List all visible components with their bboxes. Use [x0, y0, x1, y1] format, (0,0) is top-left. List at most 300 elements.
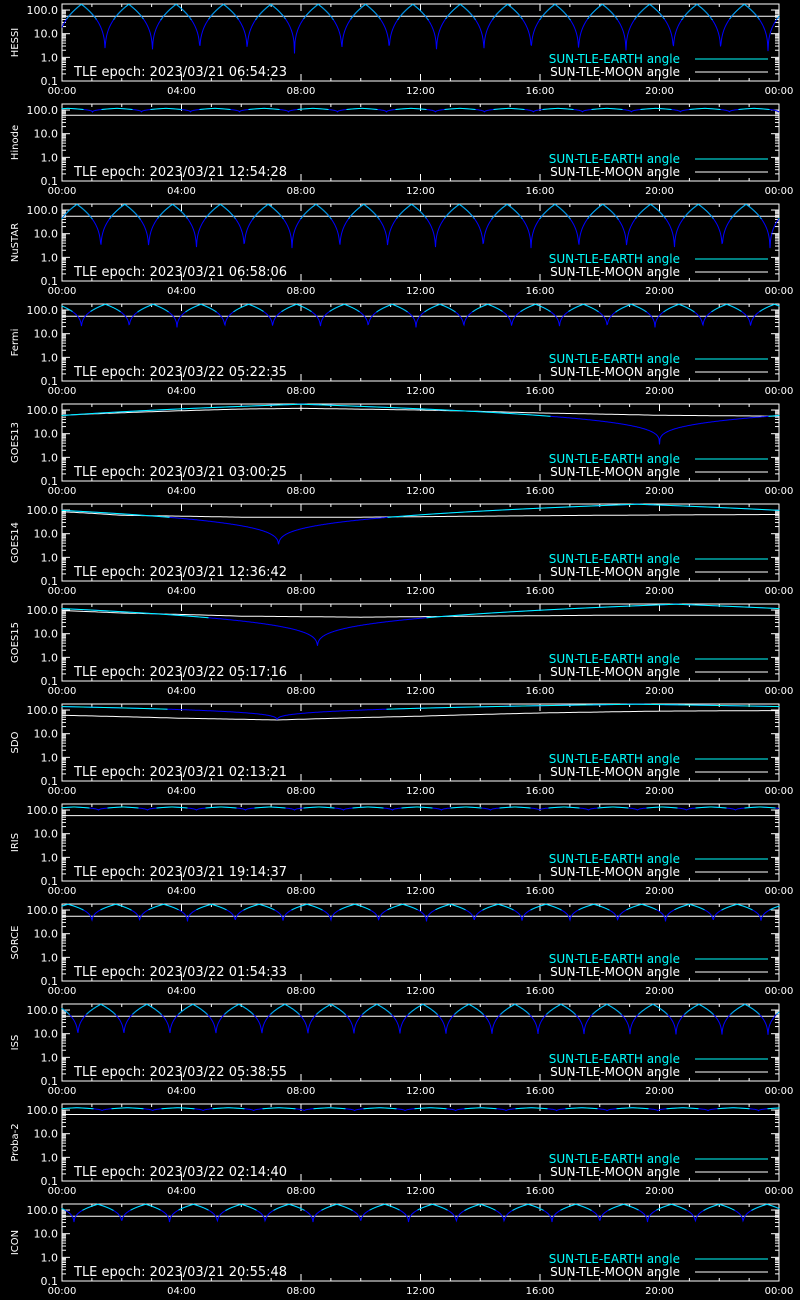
earth-angle-point: [614, 108, 615, 109]
earth-angle-point: [748, 508, 749, 509]
earth-angle-point: [389, 305, 390, 306]
earth-angle-point: [75, 108, 76, 109]
earth-angle-point: [295, 304, 296, 305]
earth-angle-point: [282, 14, 283, 15]
earth-angle-point: [643, 109, 644, 110]
earth-angle-point: [300, 404, 301, 405]
earth-angle-point: [203, 109, 204, 110]
x-tick-label: 04:00: [167, 486, 196, 497]
earth-angle-point: [720, 109, 721, 110]
earth-angle-point: [200, 617, 201, 618]
earth-angle-point: [439, 513, 440, 514]
earth-angle-point: [344, 405, 345, 406]
earth-angle-point: [336, 405, 337, 406]
earth-angle-point: [146, 410, 147, 411]
earth-angle-point: [625, 306, 626, 307]
earth-angle-point: [381, 309, 382, 310]
earth-angle-point: [580, 506, 581, 507]
earth-angle-point: [689, 506, 690, 507]
earth-angle-point: [109, 807, 110, 808]
earth-angle-point: [266, 8, 267, 9]
earth-angle-point: [518, 213, 519, 214]
earth-angle-point: [635, 704, 636, 705]
earth-angle-point: [402, 308, 403, 309]
earth-angle-point: [172, 409, 173, 410]
earth-angle-point: [84, 414, 85, 415]
earth-angle-point: [479, 511, 480, 512]
earth-angle-point: [206, 217, 207, 218]
earth-angle-point: [551, 108, 552, 109]
earth-angle-point: [461, 205, 462, 206]
earth-angle-point: [434, 513, 435, 514]
earth-angle-point: [339, 306, 340, 307]
earth-angle-point: [316, 5, 317, 6]
earth-angle-point: [626, 504, 627, 505]
earth-angle-point: [496, 307, 497, 308]
earth-angle-point: [771, 305, 772, 306]
earth-angle-point: [754, 210, 755, 211]
earth-angle-point: [628, 606, 629, 607]
earth-angle-point: [706, 108, 707, 109]
earth-angle-point: [388, 709, 389, 710]
earth-angle-point: [169, 10, 170, 11]
earth-angle-point: [617, 109, 618, 110]
earth-angle-point: [356, 309, 357, 310]
earth-angle-point: [164, 409, 165, 410]
legend-earth-label: SUN-TLE-EARTH angle: [548, 752, 680, 766]
earth-angle-point: [574, 608, 575, 609]
earth-angle-point: [677, 505, 678, 506]
earth-angle-point: [559, 705, 560, 706]
earth-angle-point: [441, 409, 442, 410]
earth-angle-point: [214, 108, 215, 109]
earth-angle-point: [445, 616, 446, 617]
earth-angle-point: [141, 515, 142, 516]
earth-angle-point: [439, 304, 440, 305]
earth-angle-point: [704, 506, 705, 507]
earth-angle-point: [420, 10, 421, 11]
earth-angle-point: [458, 410, 459, 411]
earth-angle-point: [314, 205, 315, 206]
earth-angle-point: [371, 8, 372, 9]
earth-angle-point: [413, 108, 414, 109]
earth-angle-point: [258, 16, 259, 17]
y-tick-label: 0.1: [40, 875, 58, 888]
earth-angle-point: [396, 109, 397, 110]
earth-angle-point: [370, 406, 371, 407]
earth-angle-point: [113, 108, 114, 109]
earth-angle-point: [429, 409, 430, 410]
earth-angle-point: [756, 706, 757, 707]
earth-angle-point: [332, 405, 333, 406]
earth-angle-point: [421, 11, 422, 12]
earth-angle-point: [613, 108, 614, 109]
earth-angle-point: [523, 508, 524, 509]
earth-angle-point: [573, 608, 574, 609]
earth-angle-point: [631, 606, 632, 607]
earth-angle-point: [441, 707, 442, 708]
earth-angle-point: [318, 404, 319, 405]
earth-angle-point: [757, 509, 758, 510]
earth-angle-point: [434, 409, 435, 410]
earth-angle-point: [437, 616, 438, 617]
earth-angle-point: [492, 612, 493, 613]
earth-angle-point: [535, 705, 536, 706]
earth-angle-point: [397, 708, 398, 709]
earth-angle-point: [535, 508, 536, 509]
earth-angle-point: [649, 4, 650, 5]
earth-angle-point: [396, 708, 397, 709]
earth-angle-point: [754, 607, 755, 608]
earth-angle-point: [197, 408, 198, 409]
earth-angle-point: [682, 704, 683, 705]
earth-angle-point: [305, 404, 306, 405]
earth-angle-point: [209, 214, 210, 215]
earth-angle-point: [738, 705, 739, 706]
earth-angle-point: [576, 608, 577, 609]
earth-angle-point: [395, 708, 396, 709]
earth-angle-point: [135, 411, 136, 412]
earth-angle-point: [481, 613, 482, 614]
earth-angle-point: [222, 205, 223, 206]
earth-angle-point: [437, 513, 438, 514]
earth-angle-point: [696, 108, 697, 109]
earth-angle-point: [510, 108, 511, 109]
earth-angle-point: [86, 511, 87, 512]
earth-angle-point: [414, 708, 415, 709]
earth-angle-point: [582, 608, 583, 609]
earth-angle-point: [408, 8, 409, 9]
earth-angle-point: [131, 109, 132, 110]
earth-angle-point: [452, 512, 453, 513]
earth-angle-point: [87, 609, 88, 610]
y-tick-label: 0.1: [40, 75, 58, 88]
earth-angle-point: [513, 8, 514, 9]
earth-angle-point: [406, 208, 407, 209]
earth-angle-point: [345, 405, 346, 406]
earth-angle-point: [314, 7, 315, 8]
earth-angle-point: [69, 807, 70, 808]
earth-angle-point: [768, 608, 769, 609]
earth-angle-point: [121, 10, 122, 11]
earth-angle-point: [248, 406, 249, 407]
earth-angle-point: [362, 205, 363, 206]
earth-angle-point: [420, 514, 421, 515]
earth-angle-point: [84, 209, 85, 210]
earth-angle-point: [340, 305, 341, 306]
earth-angle-point: [588, 607, 589, 608]
earth-angle-point: [75, 609, 76, 610]
x-tick-label: 04:00: [167, 286, 196, 297]
earth-angle-point: [354, 108, 355, 109]
earth-angle-point: [673, 604, 674, 605]
earth-angle-point: [618, 310, 619, 311]
earth-angle-point: [598, 207, 599, 208]
earth-angle-point: [411, 515, 412, 516]
earth-angle-point: [757, 16, 758, 17]
earth-angle-point: [700, 506, 701, 507]
earth-angle-point: [579, 506, 580, 507]
earth-angle-point: [545, 308, 546, 309]
earth-angle-point: [607, 207, 608, 208]
earth-angle-point: [370, 108, 371, 109]
earth-angle-point: [645, 8, 646, 9]
earth-angle-point: [262, 310, 263, 311]
earth-angle-point: [654, 7, 655, 8]
earth-angle-point: [512, 413, 513, 414]
earth-angle-point: [653, 704, 654, 705]
earth-angle-point: [690, 705, 691, 706]
earth-angle-point: [494, 510, 495, 511]
earth-angle-point: [289, 307, 290, 308]
earth-angle-point: [398, 19, 399, 20]
earth-angle-point: [457, 6, 458, 7]
earth-angle-point: [468, 614, 469, 615]
earth-angle-point: [474, 310, 475, 311]
earth-angle-point: [137, 708, 138, 709]
earth-angle-point: [733, 14, 734, 15]
earth-angle-point: [766, 607, 767, 608]
earth-angle-point: [261, 108, 262, 109]
earth-angle-point: [62, 510, 63, 511]
earth-angle-point: [69, 108, 70, 109]
earth-angle-point: [618, 218, 619, 219]
earth-angle-point: [329, 14, 330, 15]
earth-angle-point: [753, 11, 754, 12]
earth-angle-point: [306, 308, 307, 309]
earth-angle-point: [738, 309, 739, 310]
earth-angle-point: [69, 415, 70, 416]
x-tick-label: 00:00: [764, 286, 794, 297]
earth-angle-point: [407, 207, 408, 208]
earth-angle-point: [324, 9, 325, 10]
earth-angle-point: [688, 213, 689, 214]
earth-angle-point: [174, 205, 175, 206]
earth-angle-point: [87, 511, 88, 512]
earth-angle-point: [312, 404, 313, 405]
earth-angle-point: [400, 16, 401, 17]
earth-angle-point: [771, 416, 772, 417]
earth-angle-point: [526, 508, 527, 509]
earth-angle-point: [348, 109, 349, 110]
earth-angle-point: [423, 408, 424, 409]
earth-angle-point: [631, 504, 632, 505]
x-tick-label: 20:00: [645, 486, 674, 497]
earth-angle-point: [72, 311, 73, 312]
earth-angle-point: [186, 408, 187, 409]
earth-angle-point: [485, 706, 486, 707]
earth-angle-point: [491, 510, 492, 511]
earth-angle-point: [163, 212, 164, 213]
earth-angle-point: [172, 204, 173, 205]
earth-angle-point: [507, 204, 508, 205]
earth-angle-point: [282, 311, 283, 312]
earth-angle-point: [548, 310, 549, 311]
y-tick-label: 100.0: [26, 204, 58, 218]
earth-angle-point: [727, 606, 728, 607]
earth-angle-point: [699, 108, 700, 109]
earth-angle-point: [214, 310, 215, 311]
earth-angle-point: [697, 108, 698, 109]
earth-angle-point: [513, 208, 514, 209]
earth-angle-point: [414, 408, 415, 409]
earth-angle-point: [73, 706, 74, 707]
earth-angle-point: [640, 504, 641, 505]
earth-angle-point: [415, 708, 416, 709]
earth-angle-point: [673, 505, 674, 506]
earth-angle-point: [681, 604, 682, 605]
earth-angle-point: [539, 705, 540, 706]
earth-angle-point: [87, 212, 88, 213]
earth-angle-point: [417, 515, 418, 516]
earth-angle-point: [416, 108, 417, 109]
earth-angle-point: [561, 108, 562, 109]
earth-angle-point: [682, 19, 683, 20]
earth-angle-point: [767, 608, 768, 609]
earth-angle-point: [86, 609, 87, 610]
earth-angle-point: [353, 16, 354, 17]
earth-angle-point: [669, 704, 670, 705]
earth-angle-point: [440, 409, 441, 410]
earth-angle-point: [189, 309, 190, 310]
earth-angle-point: [412, 708, 413, 709]
earth-angle-point: [94, 309, 95, 310]
earth-angle-point: [473, 614, 474, 615]
earth-angle-point: [592, 307, 593, 308]
earth-angle-point: [716, 605, 717, 606]
earth-angle-point: [275, 7, 276, 8]
earth-angle-point: [325, 211, 326, 212]
earth-angle-point: [572, 506, 573, 507]
earth-angle-point: [634, 305, 635, 306]
earth-angle-point: [104, 109, 105, 110]
earth-angle-point: [178, 208, 179, 209]
earth-angle-point: [168, 517, 169, 518]
earth-angle-point: [553, 507, 554, 508]
earth-angle-point: [575, 608, 576, 609]
earth-angle-point: [486, 706, 487, 707]
earth-angle-point: [638, 504, 639, 505]
earth-angle-point: [597, 607, 598, 608]
earth-angle-point: [766, 307, 767, 308]
earth-angle-point: [768, 509, 769, 510]
earth-angle-point: [412, 4, 413, 5]
earth-angle-point: [624, 704, 625, 705]
earth-angle-point: [411, 204, 412, 205]
earth-angle-point: [161, 214, 162, 215]
earth-angle-point: [559, 7, 560, 8]
earth-angle-point: [72, 108, 73, 109]
earth-angle-point: [762, 706, 763, 707]
earth-angle-point: [164, 709, 165, 710]
earth-angle-point: [679, 604, 680, 605]
earth-angle-point: [778, 608, 779, 609]
earth-angle-point: [116, 412, 117, 413]
earth-angle-point: [514, 108, 515, 109]
earth-angle-point: [713, 507, 714, 508]
earth-angle-point: [622, 308, 623, 309]
earth-angle-point: [487, 613, 488, 614]
earth-angle-point: [687, 307, 688, 308]
earth-angle-point: [150, 708, 151, 709]
earth-angle-point: [738, 210, 739, 211]
earth-angle-point: [514, 611, 515, 612]
earth-angle-point: [467, 707, 468, 708]
earth-angle-point: [659, 505, 660, 506]
earth-angle-point: [367, 5, 368, 6]
earth-angle-point: [735, 307, 736, 308]
earth-angle-point: [475, 511, 476, 512]
earth-angle-point: [186, 615, 187, 616]
earth-angle-point: [304, 18, 305, 19]
earth-angle-point: [125, 7, 126, 8]
earth-angle-point: [527, 414, 528, 415]
earth-angle-point: [583, 705, 584, 706]
x-tick-label: 00:00: [47, 586, 77, 597]
earth-angle-point: [325, 10, 326, 11]
earth-angle-point: [580, 305, 581, 306]
earth-angle-point: [116, 16, 117, 17]
earth-angle-point: [248, 304, 249, 305]
earth-angle-point: [120, 11, 121, 12]
earth-angle-point: [544, 415, 545, 416]
x-tick-label: 04:00: [167, 886, 196, 897]
earth-angle-point: [692, 705, 693, 706]
earth-angle-point: [230, 406, 231, 407]
earth-angle-point: [447, 215, 448, 216]
earth-angle-point: [722, 606, 723, 607]
earth-angle-point: [529, 705, 530, 706]
earth-angle-point: [638, 704, 639, 705]
earth-angle-point: [183, 213, 184, 214]
earth-angle-point: [557, 5, 558, 6]
earth-angle-point: [66, 108, 67, 109]
earth-angle-point: [149, 708, 150, 709]
x-tick-label: 04:00: [167, 186, 196, 197]
x-tick-label: 00:00: [47, 386, 77, 397]
earth-angle-point: [368, 108, 369, 109]
earth-angle-point: [496, 213, 497, 214]
earth-angle-point: [281, 13, 282, 14]
earth-angle-point: [356, 108, 357, 109]
earth-angle-point: [671, 704, 672, 705]
earth-angle-point: [459, 707, 460, 708]
earth-angle-point: [104, 412, 105, 413]
earth-angle-point: [483, 306, 484, 307]
earth-angle-point: [543, 15, 544, 16]
earth-angle-point: [188, 15, 189, 16]
earth-angle-point: [445, 409, 446, 410]
earth-angle-point: [588, 306, 589, 307]
earth-angle-point: [656, 9, 657, 10]
earth-angle-point: [85, 413, 86, 414]
earth-angle-point: [249, 304, 250, 305]
legend-moon-label: SUN-TLE-MOON angle: [550, 65, 680, 79]
earth-angle-point: [123, 205, 124, 206]
earth-angle-point: [677, 604, 678, 605]
earth-angle-point: [473, 411, 474, 412]
earth-angle-point: [344, 304, 345, 305]
earth-angle-point: [609, 606, 610, 607]
earth-angle-point: [118, 209, 119, 210]
earth-angle-point: [503, 8, 504, 9]
earth-angle-point: [224, 407, 225, 408]
earth-angle-point: [556, 705, 557, 706]
earth-angle-point: [187, 14, 188, 15]
earth-angle-point: [640, 213, 641, 214]
earth-angle-point: [426, 16, 427, 17]
earth-angle-point: [713, 108, 714, 109]
